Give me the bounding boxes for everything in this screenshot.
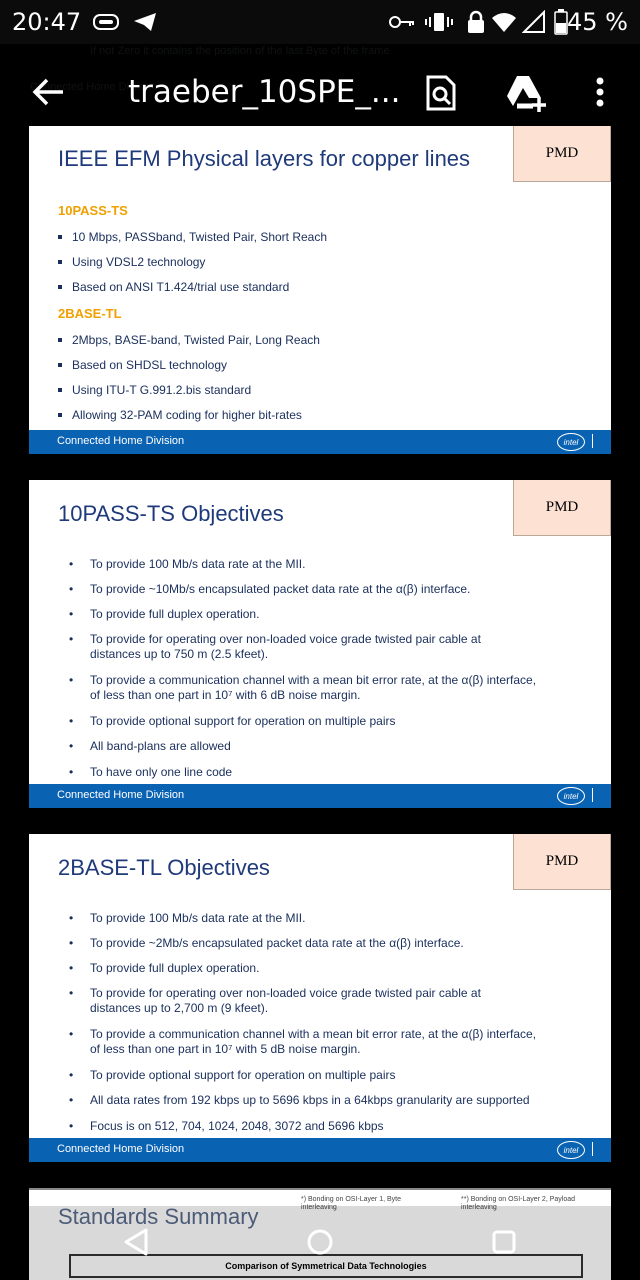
- drive-add-icon[interactable]: [502, 72, 548, 114]
- telegram-icon: [132, 10, 158, 34]
- intel-logo: intel: [557, 433, 585, 451]
- moon-icon: [172, 10, 194, 34]
- intel-logo: intel: [557, 1141, 585, 1159]
- pmd-tag: PMD: [513, 834, 611, 890]
- footnote: *) Bonding on OSI-Layer 1, Byte interleaving: [301, 1196, 401, 1211]
- battery-percent: 45 %: [567, 8, 628, 36]
- slide-title: IEEE EFM Physical layers for copper lines: [58, 146, 471, 171]
- status-time: 20:47: [12, 8, 82, 36]
- slide-10pass-ts-objectives: 10PASS-TS Objectives PMD • To provide 100 Mb/s data rate at the MII. • To provide ~10Mb/s encapsulated packet data rate at the α(β) interface. • To provide full duplex operation. • To provide for operating over non-loaded voice grade twisted pair cable at distances up to 750 m (2.5 kfeet). • To provide a communication channel with a mean bit error rate, at the α(β) interface, of less than one part in 10⁷ with 6 dB noise margin. • To provide optional support for operation on multiple pairs • All band-plans are allowed • To have only one line code Connected Home Division intel: [29, 480, 611, 808]
- status-bar: [0, 0, 640, 44]
- section-heading: 10PASS-TS: [58, 203, 128, 218]
- footnote: **) Bonding on OSI-Layer 2, Payload interleaving: [461, 1196, 576, 1211]
- slide-footer: [29, 1138, 611, 1162]
- slide-2base-tl-objectives: 2BASE-TL Objectives PMD • To provide 100 Mb/s data rate at the MII. • To provide ~2Mb/s encapsulated packet data rate at the α(β) interface. • To provide full duplex operation. • To provide for operating over non-loaded voice grade twisted pair cable at distances up to 2,700 m (9 kfeet). • To provide a communication channel with a mean bit error rate, at the α(β) interface, of less than one part in 10⁷ with 5 dB noise margin. • To provide optional support for operation on multiple pairs • All data rates from 192 kbps up to 5696 kbps in a 64kbps granularity are supported • Focus is on 512, 704, 1024, 2048, 3072 and 5696 kbps Connected Home Division intel: [29, 834, 611, 1162]
- key-icon: [388, 10, 416, 34]
- signal-icon: [522, 10, 546, 34]
- footer-divider: [592, 434, 593, 448]
- slide-title: Standards Summary: [58, 1204, 259, 1229]
- intel-logo: intel: [557, 787, 585, 805]
- slide-footer: [29, 430, 611, 454]
- slide-footer: [29, 784, 611, 808]
- slide-title: 10PASS-TS Objectives: [58, 501, 284, 526]
- section-heading: 2BASE-TL: [58, 306, 122, 321]
- slide-title: 2BASE-TL Objectives: [58, 855, 270, 880]
- nav-bar: [0, 1206, 640, 1280]
- wifi-icon: [490, 10, 518, 34]
- slide-efm-physical-layers: IEEE EFM Physical layers for copper lines PMD 10PASS-TS 10 Mbps, PASSband, Twisted Pair, Short Reach Using VDSL2 technology Based on ANSI T1.424/trial use standard 2BASE-TL 2Mbps, BASE-band, Twisted Pair, Long Reach Based on SHDSL technology Using ITU-T G.991.2.bis standard Allowing 32-PAM coding for higher bit-rates Connected Home Division intel: [29, 126, 611, 454]
- footer-divider: [592, 1142, 593, 1156]
- more-vert-icon[interactable]: [588, 72, 612, 112]
- app-bar: [0, 44, 640, 126]
- vr-icon: [92, 10, 120, 34]
- pmd-tag: PMD: [513, 126, 611, 182]
- vibrate-icon: [424, 10, 454, 34]
- back-arrow-icon[interactable]: [28, 72, 68, 112]
- footer-divider: [592, 788, 593, 802]
- lock-icon: [466, 10, 486, 34]
- document-title: traeber_10SPE_...: [128, 74, 401, 110]
- search-document-icon[interactable]: [420, 72, 462, 114]
- back-triangle-icon[interactable]: [116, 1222, 156, 1262]
- comparison-table-title: Comparison of Symmetrical Data Technologies: [69, 1254, 583, 1278]
- home-circle-icon[interactable]: [300, 1222, 340, 1262]
- footer-text: Connected Home Division: [57, 789, 185, 801]
- footer-text: Connected Home Division: [57, 435, 185, 447]
- pmd-tag: PMD: [513, 480, 611, 536]
- footer-text: Connected Home Division: [57, 1143, 185, 1155]
- battery-icon: [554, 10, 568, 34]
- recents-square-icon[interactable]: [484, 1222, 524, 1262]
